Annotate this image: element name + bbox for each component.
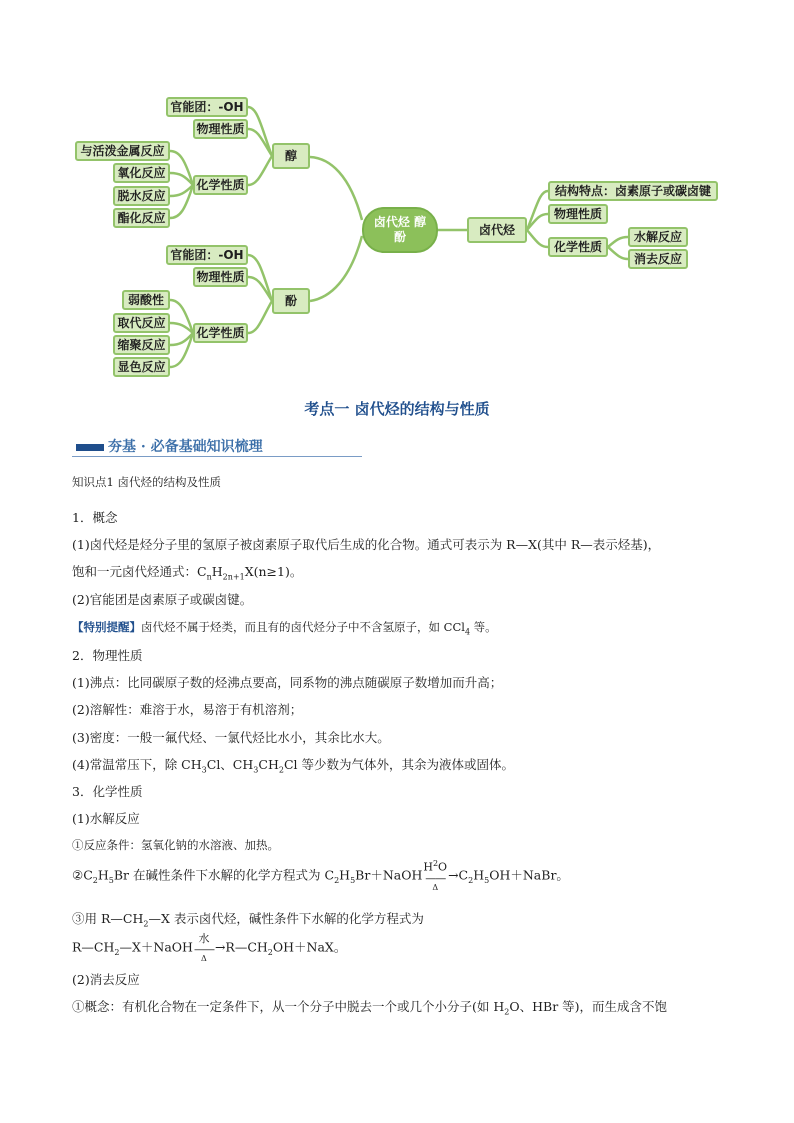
banner-underline [72, 456, 362, 457]
chemical-heading: 3．化学性质 [72, 784, 143, 799]
eq2-text-1: R—CH [72, 939, 115, 955]
special-tip-suffix: 等。 [470, 620, 497, 634]
eq2-arrow: →R—CH [214, 939, 268, 955]
mindmap-center-node: 卤代烃 醇 酚 [362, 207, 438, 253]
special-tip [72, 619, 732, 636]
eq1-sub-5: 2 [468, 875, 474, 885]
eq2-text-3: OH＋NaX。 [272, 939, 347, 955]
section-title: 考点一 卤代烃的结构与性质 [304, 400, 490, 418]
connector-phenol-chemical [248, 301, 272, 333]
concept-paragraph-3: (2)官能团是卤素原子或碳卤键。 [72, 592, 253, 607]
concept-heading: 1．概念 [72, 510, 118, 525]
connector-phe-r1 [170, 300, 193, 333]
eq1-text-3: Br＋NaOH [355, 867, 423, 883]
eq1-h-3: H [473, 867, 485, 883]
eq1-h-1: H [97, 867, 109, 883]
state-text-1: (4)常温常压下，除 CH [72, 757, 202, 772]
eq1-sub-6: 5 [484, 875, 490, 885]
eq1-cond-o: O [438, 860, 448, 874]
elimination-heading: (2)消去反应 [72, 972, 140, 987]
general-formula-sub-2n1: 2n+1 [222, 572, 245, 582]
eq2-sub-1: 2 [114, 948, 120, 957]
haloalkane-node: 卤代烃 [467, 217, 527, 243]
connector-center-alcohol [310, 157, 362, 220]
phenol-reaction-polycondensation: 缩聚反应 [113, 335, 170, 355]
eq2-cond-line: —— [193, 943, 214, 956]
haloalkane-physical-properties: 物理性质 [548, 204, 608, 224]
alcohol-reaction-esterification: 酯化反应 [113, 208, 170, 228]
hydrolysis-general-equation [72, 933, 732, 963]
eq1-text-1: ②C [72, 867, 93, 883]
hydrolysis-ethyl-bromide [72, 860, 732, 892]
phenol-reaction-substitution: 取代反应 [113, 313, 170, 333]
haloalkane-reaction-elimination: 消去反应 [628, 249, 688, 269]
connector-center-phenol [310, 236, 362, 301]
haloalkane-chemical-properties: 化学性质 [548, 237, 608, 257]
eq2-intro-1: ③用 R—CH [72, 911, 144, 926]
haloalkane-structure: 结构特点：卤素原子或碳卤键 [548, 181, 718, 201]
phenol-physical-properties: 物理性质 [193, 267, 248, 287]
state-sub-1: 3 [201, 765, 207, 775]
eq1-cond-sup: 2 [432, 859, 439, 868]
phenol-node: 酚 [272, 288, 310, 314]
phenol-functional-group: 官能团：-OH [166, 245, 248, 265]
special-tip-text: 卤代烃不属于烃类，而且有的卤代烃分子中不含氢原子，如 CCl [141, 620, 465, 634]
elim-text-2: O、HBr 等)，而生成含不饱 [509, 999, 668, 1014]
general-formula-prefix: 饱和一元卤代烃通式：C [72, 564, 207, 579]
eq2-condition [194, 933, 214, 963]
connector-halo-r1 [608, 237, 628, 247]
connector-alcohol-chemical [248, 156, 272, 185]
eq2-cond-water: 水 [198, 932, 210, 945]
state-text-2: Cl、CH [206, 757, 254, 772]
elimination-concept [72, 997, 732, 1017]
eq2-sub-2: 2 [267, 948, 273, 957]
alcohol-reaction-oxidation: 氧化反应 [113, 163, 170, 183]
physical-heading: 2．物理性质 [72, 648, 143, 663]
state-text-4: Cl 等少数为气体外，其余为液体或固体。 [283, 757, 514, 772]
mind-map [0, 0, 794, 390]
general-formula-suffix: X(n≥1)。 [244, 564, 303, 579]
eq1-condition [423, 860, 447, 892]
eq1-sub-2: 5 [108, 875, 114, 885]
alcohol-physical-properties: 物理性质 [193, 119, 248, 139]
banner-text: 夯基 · 必备基础知识梳理 [108, 439, 263, 455]
concept-paragraph-1: (1)卤代烃是烃分子里的氢原子被卤素原子取代后生成的化合物。通式可表示为 R—X(其中 R—表示烃基)， [72, 537, 661, 552]
alcohol-reaction-dehydration: 脱水反应 [113, 186, 170, 206]
eq2-text-2: —X＋NaOH [119, 939, 193, 955]
special-tip-sub: 4 [464, 627, 471, 637]
physical-state [72, 755, 732, 775]
state-sub-2: 3 [253, 765, 259, 775]
eq1-text-2: Br 在碱性条件下水解的化学方程式为 C [113, 867, 335, 883]
connector-halo-r2 [608, 247, 628, 259]
eq1-text-4: OH＋NaBr。 [489, 867, 569, 883]
eq1-sub-1: 2 [92, 875, 98, 885]
hydrolysis-heading: (1)水解反应 [72, 811, 140, 826]
concept-paragraph-2 [72, 562, 732, 582]
knowledge-point-heading: 知识点1 卤代烃的结构及性质 [72, 475, 221, 489]
eq2-cond-heat: Δ [201, 954, 207, 963]
eq1-cond-h: H [423, 860, 433, 874]
eq2-intro-sub: 2 [143, 919, 149, 929]
connector-halo-chemical [527, 230, 548, 247]
connector-alc-r4 [170, 185, 193, 218]
alcohol-chemical-properties: 化学性质 [193, 175, 248, 195]
alcohol-functional-group: 官能团：-OH [166, 97, 248, 117]
elim-sub: 2 [504, 1007, 510, 1017]
phenol-reaction-color: 显色反应 [113, 357, 170, 377]
phenol-reaction-weak-acidity: 弱酸性 [122, 290, 170, 310]
haloalkane-reaction-hydrolysis: 水解反应 [628, 227, 688, 247]
eq1-cond-line: —— [425, 871, 446, 885]
eq1-sub-4: 5 [350, 875, 356, 885]
eq1-cond-heat: Δ [432, 882, 439, 892]
general-formula-h: H [211, 564, 223, 579]
connector-halo-structure [527, 191, 548, 230]
eq1-sub-3: 2 [334, 875, 340, 885]
section-banner [72, 436, 362, 458]
state-sub-3: 2 [278, 765, 284, 775]
special-tip-label: 【特别提醒】 [72, 620, 141, 634]
hydrolysis-condition: ①反应条件：氢氧化钠的水溶液、加热。 [72, 838, 279, 852]
general-formula-sub-n: n [206, 572, 212, 582]
physical-boiling-point: (1)沸点：比同碳原子数的烃沸点要高，同系物的沸点随碳原子数增加而升高； [72, 675, 503, 690]
physical-density: (3)密度：一般一氟代烃、一氯代烃比水小，其余比水大。 [72, 730, 390, 745]
state-text-3: CH [258, 757, 279, 772]
alcohol-node: 醇 [272, 143, 310, 169]
alcohol-reaction-active-metal: 与活泼金属反应 [75, 141, 170, 161]
eq2-intro-2: —X 表示卤代烃，碱性条件下水解的化学方程式为 [148, 911, 424, 926]
banner-bar [76, 444, 104, 451]
elim-text-1: ①概念：有机化合物在一定条件下，从一个分子中脱去一个或几个小分子(如 H [72, 999, 505, 1014]
phenol-chemical-properties: 化学性质 [193, 323, 248, 343]
hydrolysis-general-intro [72, 909, 732, 929]
eq1-h-2: H [339, 867, 351, 883]
eq1-arrow: →C [448, 867, 469, 883]
physical-solubility: (2)溶解性：难溶于水，易溶于有机溶剂； [72, 702, 303, 717]
